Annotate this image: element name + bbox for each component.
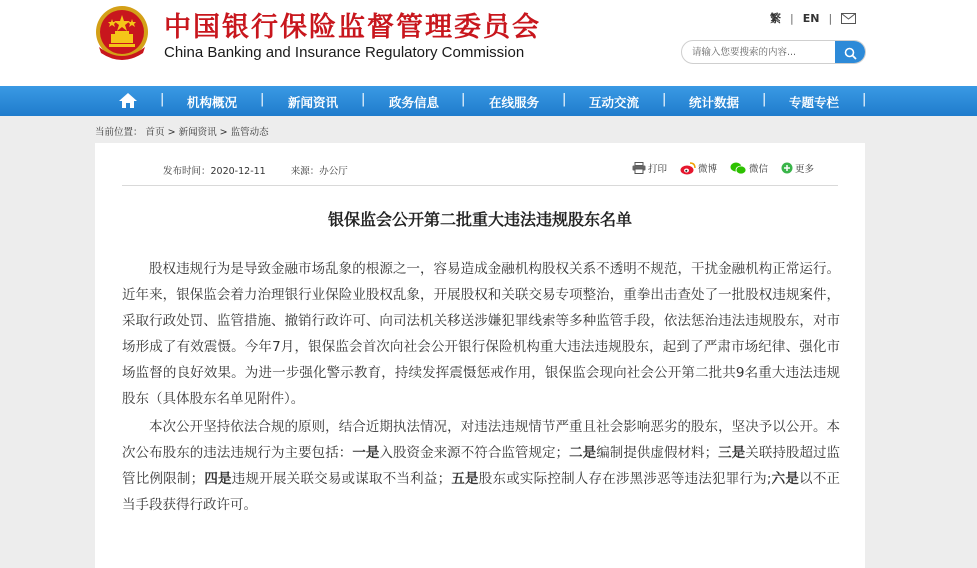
nav-item-gov-info[interactable]: 政务信息: [389, 95, 440, 110]
more-share-button[interactable]: [781, 161, 814, 175]
item-text: 编制提供虚假材料；: [596, 445, 719, 462]
nav-item-statistics[interactable]: 统计数据: [689, 95, 740, 110]
more-label: 更多: [795, 164, 815, 175]
breadcrumb-prefix: 当前位置：: [95, 127, 143, 138]
article-container: [95, 143, 865, 568]
site-title-en: China Banking and Insurance Regulatory Commission: [164, 44, 525, 61]
breadcrumb: [95, 124, 269, 138]
search-box: [681, 40, 866, 64]
item-text: 入股资金来源不符合监管规定；: [379, 445, 570, 462]
search-button[interactable]: [835, 41, 865, 64]
nav-separator: |: [862, 92, 867, 107]
paragraph-intro: 本次公开坚持依法合规的原则，结合近期执法情况，对违法违规情节严重且社会影响恶劣的股东，坚决予以公开。本次公布股东的违法违规行为主要包括：: [122, 419, 840, 462]
top-links: [770, 10, 856, 26]
breadcrumb-section[interactable]: 监管动态: [230, 127, 269, 138]
print-label: 打印: [648, 164, 668, 175]
article-paragraph: 股权违规行为是导致金融市场乱象的根源之一，容易造成金融机构股权关系不透明不规范，干扰金融机构正常运行。近年来，银保监会着力治理银行业保险业股权乱象，开展股权和关联交易专项整治，重拳出击查处了一批股权违规案件，采取行政处罚、监管措施、撤销行政许可、向司法机关移送涉嫌犯罪线索等多种监管手段，依法惩治违法违规股东，对市场形成了有效震慑。今年7月，银保监会首次向社会公开银行保险机构重大违法违规股东，起到了严肃市场纪律、强化市场监督的良好效果。为进一步强化警示教育，持续发挥震慑惩戒作用，银保监会现向社会公开第二批共9名重大违法违规股东（具体股东名单见附件）。: [122, 261, 840, 407]
print-button[interactable]: [632, 161, 667, 175]
item-text: 关联持股超过监管比例限制；: [122, 445, 841, 488]
lang-english-link[interactable]: EN: [802, 11, 820, 25]
nav-item-about[interactable]: 机构概况: [187, 95, 238, 110]
national-emblem-icon[interactable]: [93, 3, 151, 65]
plus-icon: [781, 162, 793, 174]
nav-item-topics[interactable]: 专题专栏: [789, 95, 840, 110]
toplink-separator: |: [828, 11, 833, 25]
publish-date: 发布时间：2020-12-11: [163, 166, 266, 177]
weibo-share-button[interactable]: [680, 161, 717, 175]
article-source: 来源：办公厅: [290, 166, 348, 177]
article-paragraph: [122, 415, 840, 519]
breadcrumb-home[interactable]: 首页: [145, 127, 165, 138]
nav-separator: |: [160, 92, 165, 107]
item-lead: 四是: [204, 471, 232, 488]
nav-separator: |: [662, 92, 667, 107]
article-meta: [163, 163, 370, 177]
home-icon[interactable]: [118, 92, 138, 109]
breadcrumb-news[interactable]: 新闻资讯: [178, 127, 217, 138]
breadcrumb-separator: >: [219, 127, 228, 138]
breadcrumb-separator: >: [167, 127, 176, 138]
item-text: 股东或实际控制人存在涉黑涉恶等违法犯罪行为;: [478, 471, 772, 488]
nav-separator: |: [361, 92, 366, 107]
nav-item-news[interactable]: 新闻资讯: [288, 95, 339, 110]
weibo-icon: [680, 162, 696, 175]
nav-separator: |: [260, 92, 265, 107]
item-lead: 三是: [718, 445, 746, 462]
item-lead: 二是: [569, 445, 597, 462]
item-text: 以不正当手段获得行政许可。: [122, 471, 841, 514]
article-title: 银保监会公开第二批重大违法违规股东名单: [327, 210, 632, 229]
share-bar: [632, 161, 827, 175]
item-lead: 六是: [771, 471, 800, 488]
nav-item-interaction[interactable]: 互动交流: [589, 95, 640, 110]
article-body: [122, 257, 840, 522]
item-lead: 五是: [451, 471, 479, 488]
site-title-cn: 中国银行保险监督管理委员会: [164, 12, 541, 43]
meta-divider: [122, 185, 838, 186]
main-nav: [0, 86, 977, 116]
wechat-share-button[interactable]: [730, 161, 768, 175]
site-header: [0, 0, 977, 86]
lang-traditional-link[interactable]: 繁: [770, 12, 781, 25]
nav-separator: |: [461, 92, 466, 107]
search-icon: [844, 47, 857, 60]
wechat-icon: [730, 162, 747, 175]
nav-item-online-service[interactable]: 在线服务: [489, 95, 540, 110]
wechat-label: 微信: [749, 164, 769, 175]
mail-icon[interactable]: [841, 13, 856, 24]
printer-icon: [632, 162, 646, 174]
item-lead: 一是: [352, 445, 380, 462]
nav-separator: |: [762, 92, 767, 107]
item-text: 违规开展关联交易或谋取不当利益；: [231, 471, 452, 488]
search-input[interactable]: [692, 45, 832, 60]
toplink-separator: |: [790, 11, 794, 25]
weibo-label: 微博: [698, 164, 718, 175]
nav-separator: |: [562, 92, 567, 107]
